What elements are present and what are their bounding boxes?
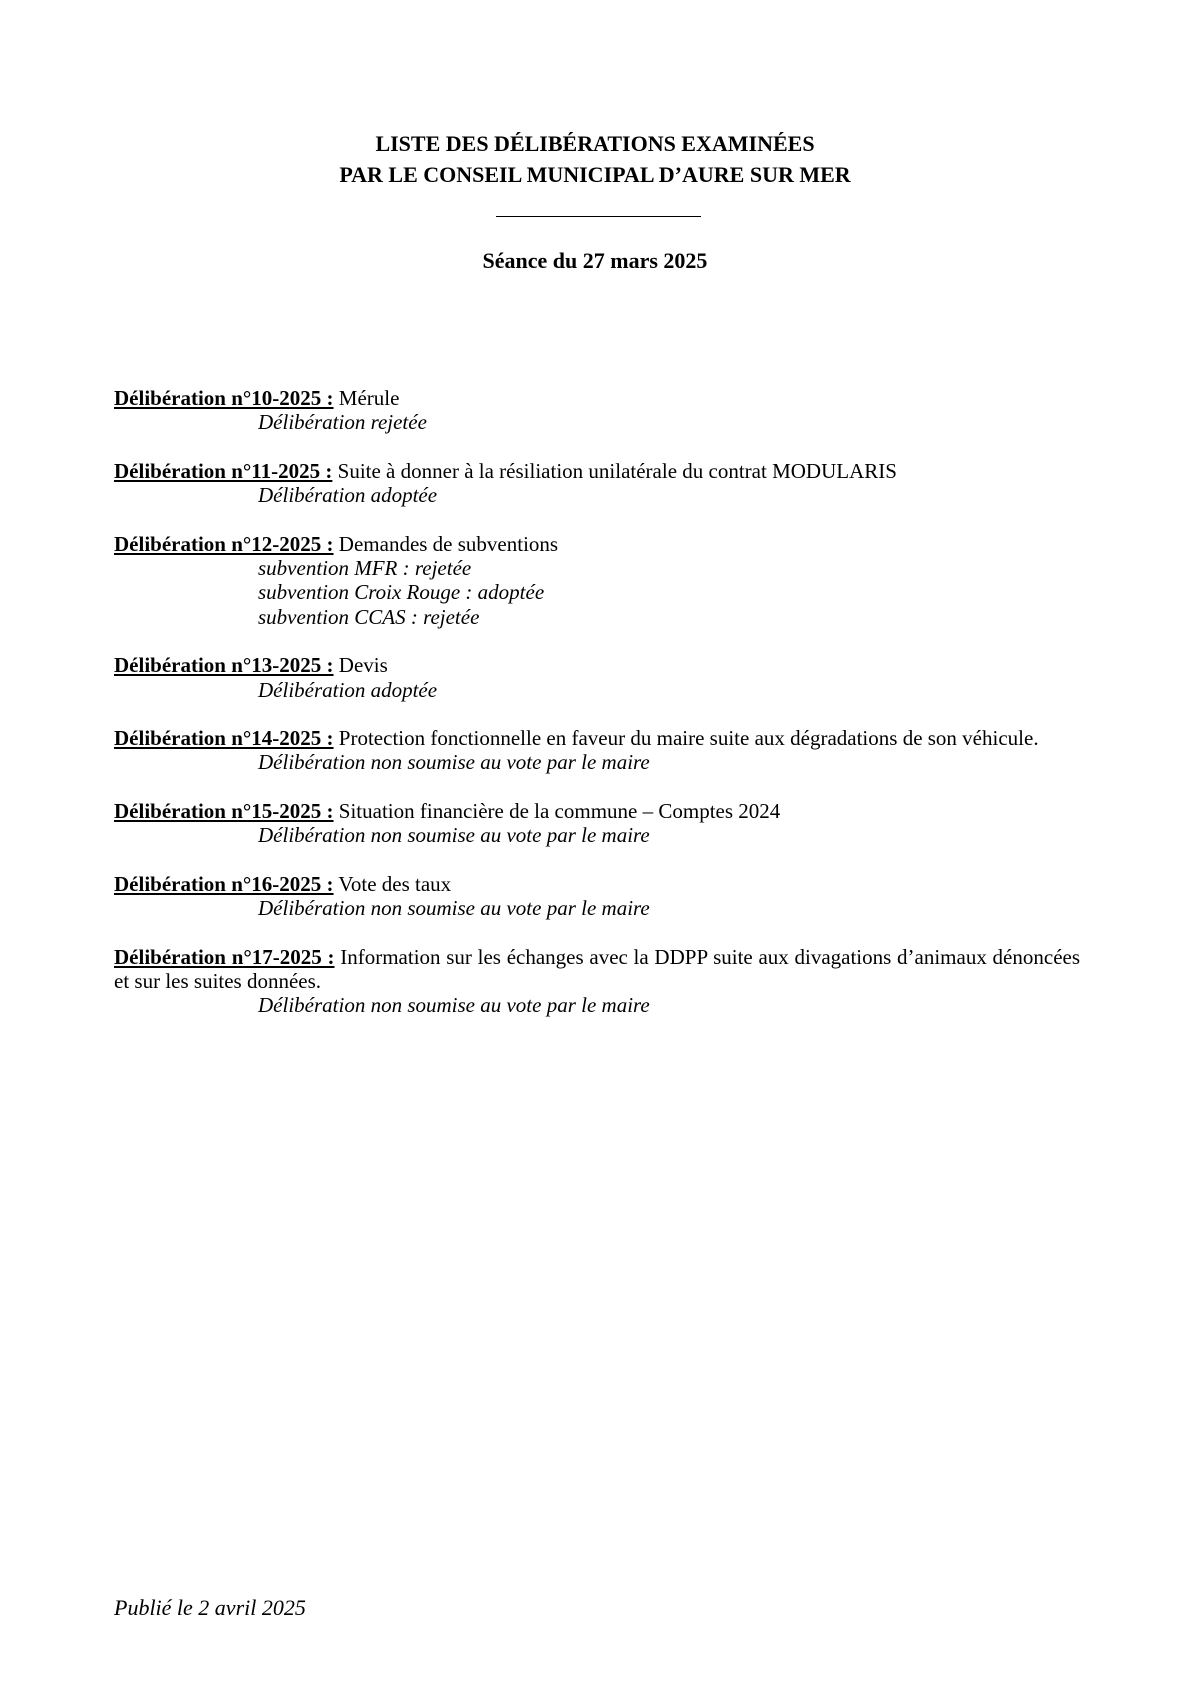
- deliberation-heading: [114, 532, 1080, 556]
- deliberation-item: [114, 653, 1080, 702]
- deliberation-number: Délibération n°15-2025 :: [114, 798, 334, 823]
- deliberation-subject: Vote des taux: [338, 871, 452, 896]
- deliberation-subject: Protection fonctionnelle en faveur du maire suite aux dégradations de son véhicule.: [338, 726, 1039, 751]
- deliberation-heading: [114, 872, 1080, 896]
- deliberation-number: Délibération n°14-2025 :: [114, 726, 334, 751]
- deliberation-item: [114, 799, 1080, 848]
- subsidy-result-croix-rouge: subvention Croix Rouge : adoptée: [258, 580, 545, 605]
- deliberation-result: Délibération non soumise au vote par le maire: [258, 993, 650, 1018]
- deliberation-list: [114, 386, 1080, 1042]
- deliberation-heading: [114, 653, 1080, 677]
- deliberation-item: [114, 872, 1080, 921]
- deliberation-subject: Demandes de subventions: [338, 531, 559, 556]
- title-divider: [496, 216, 701, 217]
- deliberation-item: [114, 386, 1080, 435]
- deliberation-heading: [114, 945, 1080, 994]
- deliberation-result: Délibération adoptée: [258, 677, 438, 702]
- document-title: [0, 128, 1190, 190]
- deliberation-number: Délibération n°10-2025 :: [114, 386, 334, 410]
- deliberation-subject: Devis: [338, 653, 388, 678]
- title-line-2: PAR LE CONSEIL MUNICIPAL D’AURE SUR MER: [339, 162, 851, 187]
- deliberation-item: [114, 945, 1080, 1018]
- session-date: Séance du 27 mars 2025: [482, 248, 708, 273]
- deliberation-number: Délibération n°13-2025 :: [114, 653, 334, 678]
- deliberation-heading: [114, 799, 1080, 823]
- deliberation-subject: Suite à donner à la résiliation unilatérale du contrat MODULARIS: [337, 458, 897, 483]
- deliberation-result: Délibération adoptée: [258, 483, 438, 508]
- deliberation-number: Délibération n°11-2025 :: [114, 458, 333, 483]
- deliberation-heading: [114, 386, 1080, 410]
- deliberation-item: [114, 726, 1080, 775]
- title-line-1: LISTE DES DÉLIBÉRATIONS EXAMINÉES: [375, 131, 815, 156]
- deliberation-number: Délibération n°16-2025 :: [114, 871, 334, 896]
- deliberation-item: [114, 532, 1080, 630]
- deliberation-result: Délibération non soumise au vote par le maire: [258, 823, 650, 848]
- deliberation-result: Délibération non soumise au vote par le maire: [258, 750, 650, 775]
- deliberation-heading: [114, 459, 1080, 483]
- deliberation-subject: Situation financière de la commune – Comptes 2024: [338, 798, 781, 823]
- subsidy-result-mfr: subvention MFR : rejetée: [258, 556, 472, 581]
- subsidy-result-ccas: subvention CCAS : rejetée: [258, 604, 480, 629]
- deliberation-subject: Information sur les échanges avec la DDPP suite aux divagations d’animaux dénoncées et sur les suites données.: [114, 944, 1081, 993]
- deliberation-subject: Mérule: [338, 386, 400, 410]
- deliberation-result: Délibération rejetée: [258, 410, 427, 435]
- deliberation-result: Délibération non soumise au vote par le maire: [258, 896, 650, 921]
- deliberation-number: Délibération n°12-2025 :: [114, 531, 334, 556]
- deliberation-heading: [114, 726, 1080, 750]
- deliberation-number: Délibération n°17-2025 :: [114, 944, 335, 969]
- publication-date: Publié le 2 avril 2025: [114, 1595, 306, 1620]
- deliberation-item: [114, 459, 1080, 508]
